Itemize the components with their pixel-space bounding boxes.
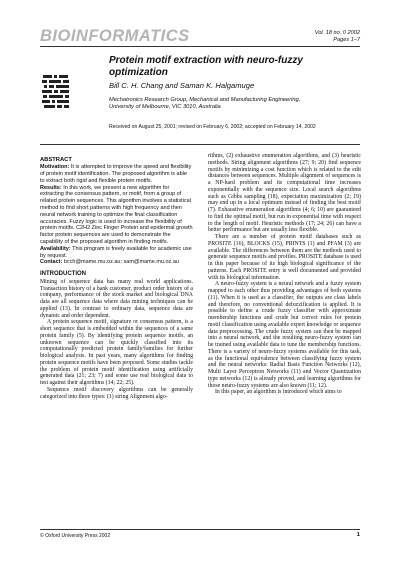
abstract-heading: ABSTRACT <box>40 157 72 163</box>
volume-info <box>315 30 360 44</box>
affiliation-line: University of Melbourne, VIC 3010, Australia <box>109 104 221 110</box>
received-dates: Received on August 25, 2001; revised on February 6, 2002; accepted on February 14, 2002 <box>109 124 316 130</box>
affiliation-line: Mechatronics Research Group, Mechanical and Manufacturing Engineering, <box>109 97 301 103</box>
paragraph: Sequence motif discovery algorithms can be generally categorized into three types: (1) string Alignment algo- <box>40 386 193 400</box>
article-title: Protein motif extraction with neuro-fuzzy optimization <box>109 55 303 78</box>
abstract-contact <box>40 259 193 266</box>
paragraph: A protein sequence motif, signature or consensus pattern, is a short sequence that is embedded within the sequences of a same protein family (5). By identifying protein sequence motifs, an unknown sequence can be quickly classified into its computationally predicted protein family/families for further biological analysis. In past years, many algorithms for finding protein sequence motifs have been proposed. Some studies tackle the problem of protein motif identification using artificially generated data (21; 23; 7) and some use real biological data to test against their algorithms (14; 22; 25). <box>40 319 193 386</box>
abstract <box>40 157 193 266</box>
page-number: 1 <box>356 532 360 538</box>
contact-text: bcch@mame.mu.oz.au; sam@mame.mu.oz.au <box>63 259 179 266</box>
volume-line: Vol. 18 no. 0 2002 <box>314 30 360 36</box>
right-column <box>208 153 361 396</box>
title-rule <box>40 144 360 145</box>
introduction-heading: INTRODUCTION <box>40 271 86 278</box>
left-column <box>40 157 193 400</box>
paragraph: There are a number of protein motif databases such as PROSITE (16), BLOCKS (15), PRINTS (1) and PFAM (3) are available. The differences between them are the methods used to generate sequence motifs and profiles. PROSITE database is used in this paper because of its high biological significance of the patterns. Each PROSITE entry is well documented and provided with its biological information. <box>208 234 361 281</box>
footer-rule <box>40 529 360 530</box>
introduction-body <box>40 279 193 401</box>
results-label: Results: <box>40 184 62 191</box>
header-rule <box>40 46 360 47</box>
pages-line: Pages 1–7 <box>333 37 360 43</box>
motivation-label: Motivation: <box>40 164 70 171</box>
paragraph: rithms, (2) exhaustive enumeration algorithms, and (3) heuristic methods. String alignment algorithms (27; 9; 20) find sequence motifs by minimizing a cost function which is related to the edit distances between sequences. Multiple alignment of sequences is a NP-hard problem and its computational time increases exponentially with the sequence size. Local search algorithms such as Gibbs sampling (18), expectation maximization (2; 19) may end up in a local optimum instead of finding the best motif (7). Exhaustive enumeration algorithms (4; 6; 10) are guaranteed to find the optimal motif, but run in exponential time with respect to the length of motif. Heuristic methods (17; 24; 26) can have a better performance but are usually less flexible. <box>208 153 361 234</box>
results-text: In this work, we present a new algorithm for extracting the consensus pattern, or motif, from a group of related protein sequences. This algorithm involves a statistical method to find short patterns with high frequency and then neural network training to optimize the final classification accuracies. Fuzzy logic is used to increase the flexibility of protein motifs. C2H2 Zinc Finger Protein and epidermal growth factor protein sequences are used to demonstrate the capability of the proposed algorithm in finding motifs. <box>40 184 193 246</box>
journal-name: BIOINFORMATICS <box>40 27 190 45</box>
paragraph: Mining of sequence data has many real world applications. Transaction history of a bank customer, product order history of a company, performance of the stock market and biological DNA data are all sequence data where data mining techniques can be applied (13). In contrast to ordinary data, sequence data are dynamic and order dependent. <box>40 278 193 319</box>
journal-logo-icon <box>41 73 71 109</box>
abstract-results <box>40 185 193 246</box>
motivation-text: It is attempted to improve the speed and flexibility of protein motif identification. The proposed algorithm is able to extract both rigid and flexible protein motifs. <box>40 164 192 184</box>
paragraph: A neuro-fuzzy system is a neural network and a fuzzy system mapped to each other thus providing advantages of both systems (11). When it is used as a classifier, the outputs are class labels and therefore, no conventional defuzzification is applied. It is possible to define a crude fuzzy classifier with approximate membership functions and crude but correct rules for protein motif classification using available expert knowledge or sequence data preprocessing. The crude fuzzy system can then be mapped into a neural network, and the resulting neuro-fuzzy system can be trained using available data to tune the membership functions. There is a variety of neuro-fuzzy systems available for this task, as the functional equivalence between classifying fuzzy system and the neural networks: Radial Basis Function Networks (12), Multi Layer Perceptron Networks (11) and Vector Quantization type networks (12) is already proved, and learning algorithms for those neuro-fuzzy systems are also known (11; 12). <box>208 281 361 389</box>
contact-label: Contact: <box>40 259 63 266</box>
availability-label: Availability: <box>40 245 71 252</box>
availability-text: This program is freely available for academic use by request. <box>40 245 192 259</box>
paragraph: In this paper, an algorithm is introduced which aims to <box>215 389 342 396</box>
article-authors: Bill C. H. Chang and Saman K. Halgamuge <box>109 81 255 90</box>
abstract-availability <box>40 246 193 260</box>
article-affiliation <box>109 97 359 111</box>
copyright: © Oxford University Press 2002 <box>40 533 111 539</box>
abstract-motivation <box>40 164 193 184</box>
